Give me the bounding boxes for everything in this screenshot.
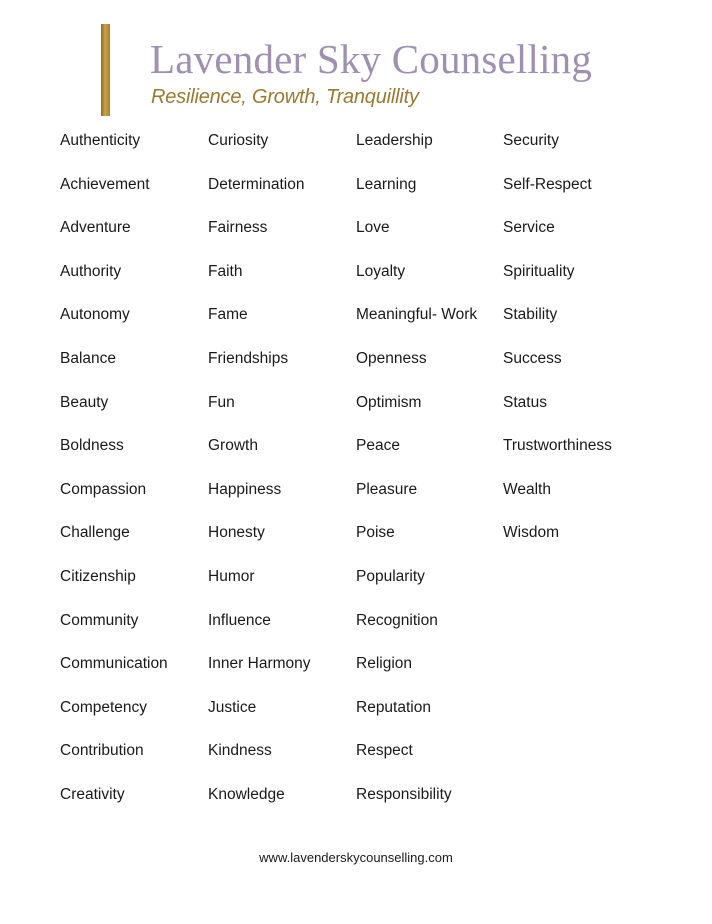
value-item: Security <box>503 132 559 149</box>
value-item: Influence <box>208 611 271 629</box>
value-item: Friendships <box>208 349 289 367</box>
value-item: Humor <box>208 567 255 585</box>
brand-name: Lavender Sky Counselling <box>150 36 593 82</box>
value-item: Balance <box>60 349 117 367</box>
value-item: Fame <box>208 306 248 324</box>
value-item: Creativity <box>60 785 125 803</box>
values-column-2 <box>208 128 311 826</box>
website-url: www.lavenderskycounselling.com <box>259 850 453 865</box>
value-item: Love <box>356 219 390 237</box>
value-item: Compassion <box>60 480 147 498</box>
value-item: Wealth <box>503 480 551 498</box>
value-item: Faith <box>208 262 243 280</box>
value-item: Openness <box>356 349 427 367</box>
value-item: Determination <box>208 175 305 193</box>
value-item: Popularity <box>356 567 425 585</box>
value-item: Wisdom <box>503 524 559 542</box>
value-item: Meaningful- Work <box>356 306 478 324</box>
value-item: Community <box>60 611 139 629</box>
value-item: Happiness <box>208 480 282 498</box>
value-item: Inner Harmony <box>208 655 311 673</box>
value-item: Trustworthiness <box>503 437 612 455</box>
value-item: Stability <box>503 306 558 324</box>
value-item: Fairness <box>208 219 268 237</box>
value-item: Contribution <box>60 742 144 760</box>
value-item: Curiosity <box>208 132 269 149</box>
value-item: Authority <box>60 262 122 280</box>
value-item: Beauty <box>60 393 109 411</box>
value-item: Service <box>503 219 555 237</box>
value-item: Adventure <box>60 219 131 237</box>
value-item: Respect <box>356 742 413 760</box>
value-item: Status <box>503 393 547 411</box>
values-column-4 <box>503 128 612 564</box>
brand-tagline: Resilience, Growth, Tranquillity <box>151 86 419 108</box>
value-item: Responsibility <box>356 785 452 803</box>
value-item: Competency <box>60 698 148 716</box>
value-item: Poise <box>356 524 395 542</box>
value-item: Optimism <box>356 393 422 411</box>
value-item: Self-Respect <box>503 175 592 193</box>
value-item: Reputation <box>356 698 431 716</box>
value-item: Religion <box>356 655 413 673</box>
value-item: Spirituality <box>503 262 575 280</box>
value-item: Honesty <box>208 524 265 542</box>
value-item: Learning <box>356 175 417 193</box>
value-item: Kindness <box>208 742 272 760</box>
value-item: Fun <box>208 393 235 411</box>
value-item: Communication <box>60 655 168 673</box>
value-item: Pleasure <box>356 480 418 498</box>
value-item: Knowledge <box>208 785 285 803</box>
value-item: Peace <box>356 437 400 455</box>
value-item: Achievement <box>60 175 150 193</box>
value-item: Growth <box>208 437 258 455</box>
value-item: Loyalty <box>356 262 406 280</box>
value-item: Citizenship <box>60 567 136 585</box>
value-item: Autonomy <box>60 306 130 324</box>
values-column-3 <box>356 128 477 826</box>
value-item: Boldness <box>60 437 124 455</box>
values-column-1 <box>60 128 168 826</box>
value-item: Justice <box>208 698 257 716</box>
value-item: Success <box>503 349 562 367</box>
value-item: Leadership <box>356 132 433 149</box>
value-item: Challenge <box>60 524 130 542</box>
value-item: Authenticity <box>60 132 141 149</box>
value-item: Recognition <box>356 611 438 629</box>
